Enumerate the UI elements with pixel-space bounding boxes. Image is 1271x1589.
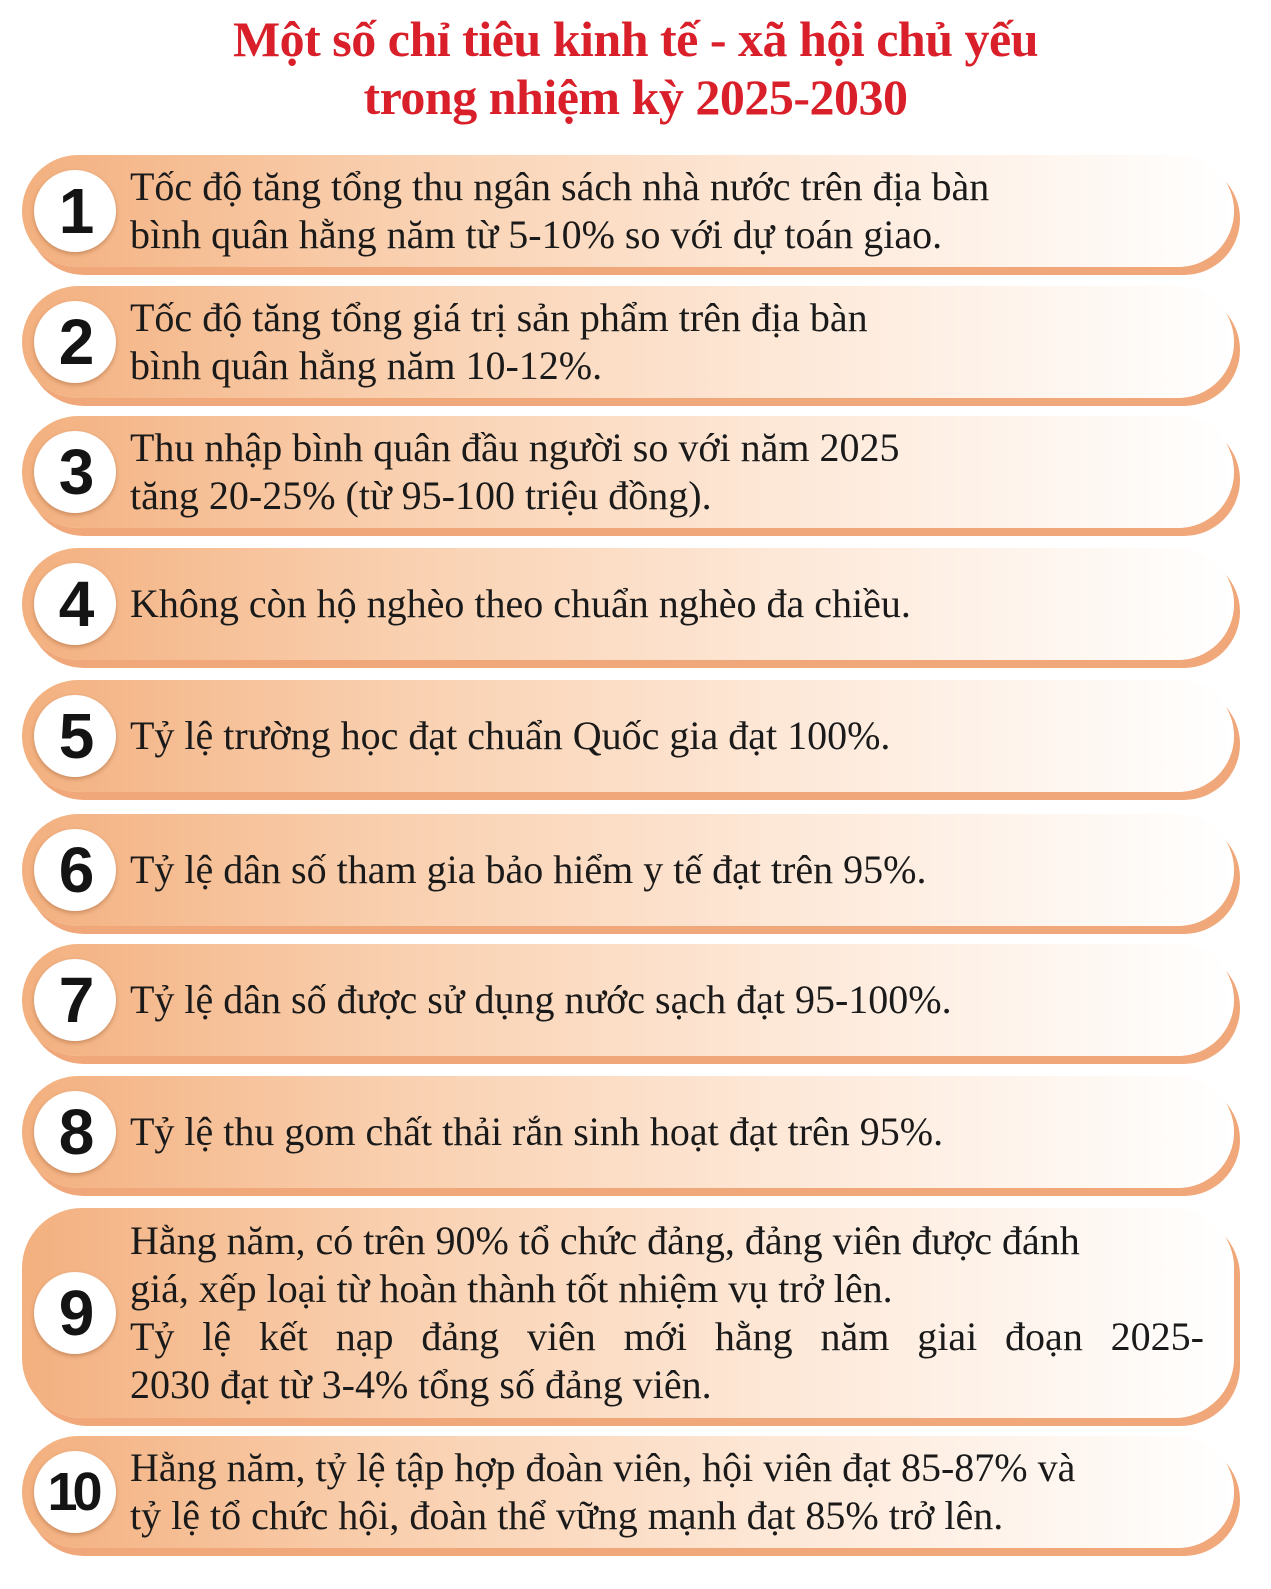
title-line-1: Một số chỉ tiêu kinh tế - xã hội chủ yếu <box>232 11 1039 67</box>
indicator-text-line: bình quân hằng năm từ 5-10% so với dự toán giao. <box>130 212 943 257</box>
indicator-item-6 <box>22 814 1234 926</box>
indicator-text-line: tỷ lệ tổ chức hội, đoàn thể vững mạnh đạt 85% trở lên. <box>130 1493 1004 1538</box>
indicator-number-badge: 10 <box>34 1451 116 1533</box>
indicator-text-line: Tỷ lệ dân số được sử dụng nước sạch đạt 95-100%. <box>130 977 952 1022</box>
indicator-text <box>130 712 1204 760</box>
indicator-text-line: Tốc độ tăng tổng giá trị sản phẩm trên địa bàn <box>130 295 868 340</box>
indicator-text-line: Thu nhập bình quân đầu người so với năm 2025 <box>130 425 900 470</box>
indicator-item-3 <box>22 416 1234 528</box>
indicator-item-1 <box>22 155 1234 267</box>
indicator-number-badge: 4 <box>34 563 116 645</box>
indicator-text <box>130 1444 1204 1540</box>
indicator-text <box>130 846 1204 894</box>
indicator-number-badge: 6 <box>34 829 116 911</box>
indicator-text-line: Tỷ lệ kết nạp đảng viên mới hằng năm giai đoạn 2025- <box>130 1314 1204 1359</box>
indicator-item-5 <box>22 680 1234 792</box>
indicator-number-badge: 8 <box>34 1091 116 1173</box>
indicator-text-line: Không còn hộ nghèo theo chuẩn nghèo đa chiều. <box>130 581 911 626</box>
indicator-item-2 <box>22 286 1234 398</box>
indicator-number-badge: 9 <box>34 1272 116 1354</box>
indicator-text <box>130 976 1204 1024</box>
indicator-text-line: Hằng năm, có trên 90% tổ chức đảng, đảng viên được đánh <box>130 1218 1080 1263</box>
indicator-text <box>130 424 1204 520</box>
indicator-text-line: bình quân hằng năm 10-12%. <box>130 343 603 388</box>
indicator-text <box>130 580 1204 628</box>
indicator-number-badge: 5 <box>34 695 116 777</box>
indicator-text-line: Tốc độ tăng tổng thu ngân sách nhà nước trên địa bàn <box>130 164 990 209</box>
indicator-text-line: tăng 20-25% (từ 95-100 triệu đồng). <box>130 473 712 518</box>
indicator-text-line: Hằng năm, tỷ lệ tập hợp đoàn viên, hội viên đạt 85-87% và <box>130 1445 1076 1490</box>
indicator-number-badge: 1 <box>34 170 116 252</box>
indicator-number-badge: 3 <box>34 431 116 513</box>
indicator-text <box>130 163 1204 259</box>
indicator-item-4 <box>22 548 1234 660</box>
indicator-text-line: Tỷ lệ dân số tham gia bảo hiểm y tế đạt trên 95%. <box>130 847 927 892</box>
indicator-text-line: 2030 đạt từ 3-4% tổng số đảng viên. <box>130 1362 712 1407</box>
page-title <box>0 10 1271 126</box>
title-line-2: trong nhiệm kỳ 2025-2030 <box>363 69 908 125</box>
indicator-text-line: giá, xếp loại từ hoàn thành tốt nhiệm vụ trở lên. <box>130 1266 893 1311</box>
indicator-text <box>130 1108 1204 1156</box>
indicator-item-9 <box>22 1208 1234 1418</box>
indicator-item-10 <box>22 1436 1234 1548</box>
indicator-text <box>130 294 1204 390</box>
indicator-number-badge: 7 <box>34 959 116 1041</box>
indicator-number-badge: 2 <box>34 301 116 383</box>
indicator-text-line: Tỷ lệ thu gom chất thải rắn sinh hoạt đạt trên 95%. <box>130 1109 944 1154</box>
indicator-item-8 <box>22 1076 1234 1188</box>
indicator-text-line: Tỷ lệ trường học đạt chuẩn Quốc gia đạt 100%. <box>130 713 891 758</box>
indicator-text <box>130 1217 1204 1409</box>
indicator-item-7 <box>22 944 1234 1056</box>
